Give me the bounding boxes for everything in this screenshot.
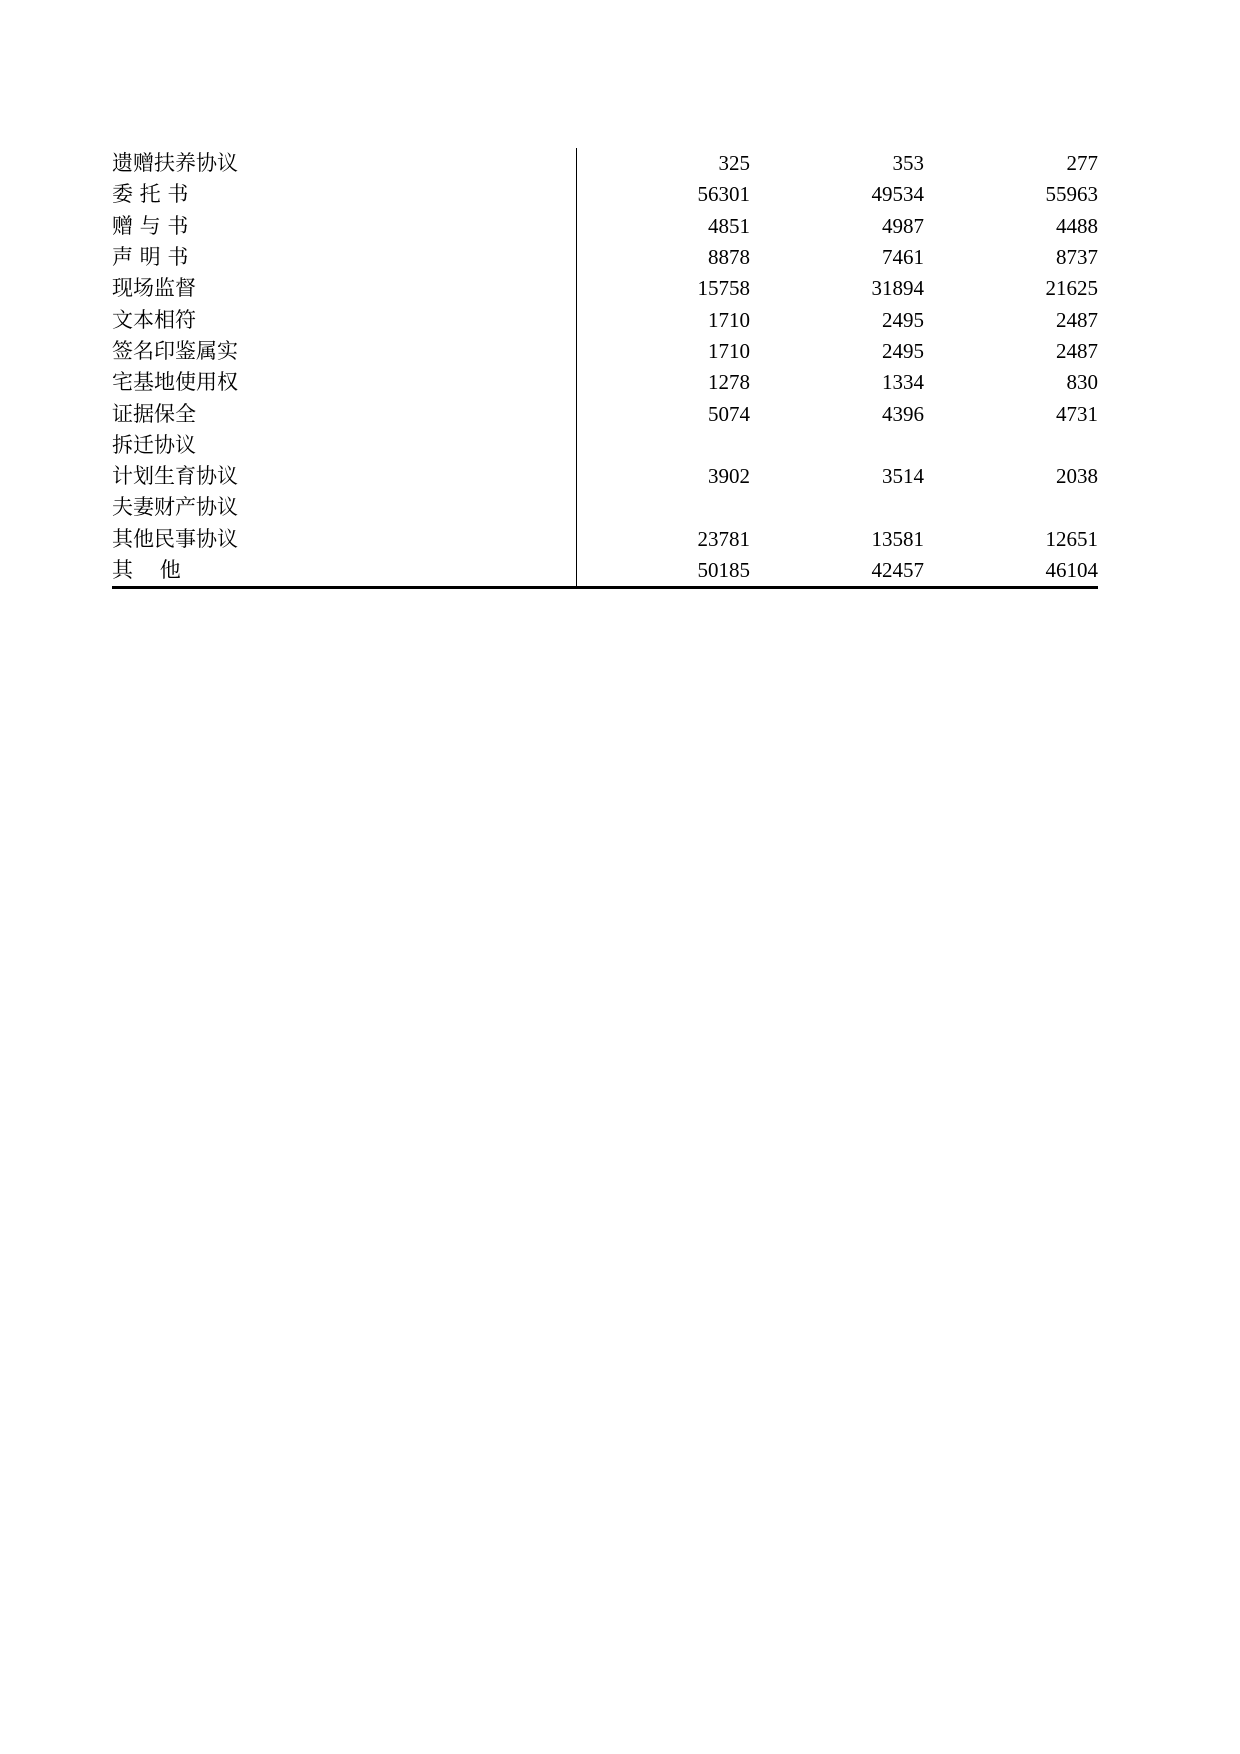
row-label: 遗赠扶养协议 xyxy=(112,148,576,179)
value-cell-col2: 42457 xyxy=(750,555,924,588)
value-cell-col2: 49534 xyxy=(871,182,924,207)
row-label: 赠 与 书 xyxy=(112,211,576,242)
table-row xyxy=(112,148,1098,179)
row-label: 证据保全 xyxy=(112,398,576,429)
row-label: 文本相符 xyxy=(112,304,576,335)
value-cell-col2: 13581 xyxy=(871,526,924,551)
table-body xyxy=(112,148,1098,588)
value-cell-col3: 277 xyxy=(1066,151,1098,176)
value-cell-col3: 2487 xyxy=(1056,307,1098,332)
table-row xyxy=(112,211,1098,242)
value-cell-col2: 2495 xyxy=(882,307,924,332)
value-cell-col1 xyxy=(576,492,750,523)
value-cell-col1: 15758 xyxy=(697,276,750,301)
value-cell-col2: 7461 xyxy=(882,245,924,270)
table-row xyxy=(112,336,1098,367)
value-cell-col3: 2038 xyxy=(1056,464,1098,489)
table-row xyxy=(112,430,1098,461)
row-label: 签名印鉴属实 xyxy=(112,336,576,367)
value-cell-col3 xyxy=(924,430,1098,461)
statistics-table-container xyxy=(112,148,1096,589)
value-cell-col1: 3902 xyxy=(708,464,750,489)
row-label: 宅基地使用权 xyxy=(112,367,576,398)
value-cell-col2 xyxy=(750,492,924,523)
value-cell-col1: 8878 xyxy=(708,245,750,270)
value-cell-col3 xyxy=(924,492,1098,523)
value-cell-col1: 4851 xyxy=(708,213,750,238)
value-cell-col3: 12651 xyxy=(1045,526,1098,551)
value-cell-col3: 830 xyxy=(1066,370,1098,395)
table-row xyxy=(112,304,1098,335)
row-label: 其 他 xyxy=(112,555,576,588)
value-cell-col3: 8737 xyxy=(1056,245,1098,270)
value-cell-col2 xyxy=(750,430,924,461)
table-row xyxy=(112,179,1098,210)
row-label: 计划生育协议 xyxy=(112,461,576,492)
value-cell-col3: 46104 xyxy=(924,555,1098,588)
row-label: 夫妻财产协议 xyxy=(112,492,576,523)
value-cell-col3: 4488 xyxy=(1056,213,1098,238)
table-row xyxy=(112,367,1098,398)
table-row xyxy=(112,242,1098,273)
value-cell-col2: 4987 xyxy=(882,213,924,238)
table-row xyxy=(112,273,1098,304)
statistics-table xyxy=(112,148,1098,589)
value-cell-col1: 5074 xyxy=(708,401,750,426)
value-cell-col1: 50185 xyxy=(576,555,750,588)
value-cell-col3: 21625 xyxy=(1045,276,1098,301)
value-cell-col1: 325 xyxy=(718,151,750,176)
value-cell-col3: 4731 xyxy=(1056,401,1098,426)
row-label: 其他民事协议 xyxy=(112,524,576,555)
table-row xyxy=(112,555,1098,588)
row-label: 拆迁协议 xyxy=(112,430,576,461)
row-label: 现场监督 xyxy=(112,273,576,304)
table-row xyxy=(112,461,1098,492)
value-cell-col2: 31894 xyxy=(871,276,924,301)
row-label: 声 明 书 xyxy=(112,242,576,273)
value-cell-col1: 1710 xyxy=(708,338,750,363)
value-cell-col2: 4396 xyxy=(882,401,924,426)
value-cell-col2: 353 xyxy=(892,151,924,176)
value-cell-col1 xyxy=(576,430,750,461)
value-cell-col2: 3514 xyxy=(882,464,924,489)
row-label: 委 托 书 xyxy=(112,179,576,210)
table-row xyxy=(112,492,1098,523)
table-row xyxy=(112,524,1098,555)
value-cell-col3: 55963 xyxy=(1045,182,1098,207)
value-cell-col3: 2487 xyxy=(1056,338,1098,363)
value-cell-col1: 56301 xyxy=(697,182,750,207)
value-cell-col1: 23781 xyxy=(697,526,750,551)
value-cell-col2: 1334 xyxy=(882,370,924,395)
value-cell-col1: 1278 xyxy=(708,370,750,395)
value-cell-col2: 2495 xyxy=(882,338,924,363)
table-row xyxy=(112,398,1098,429)
value-cell-col1: 1710 xyxy=(708,307,750,332)
